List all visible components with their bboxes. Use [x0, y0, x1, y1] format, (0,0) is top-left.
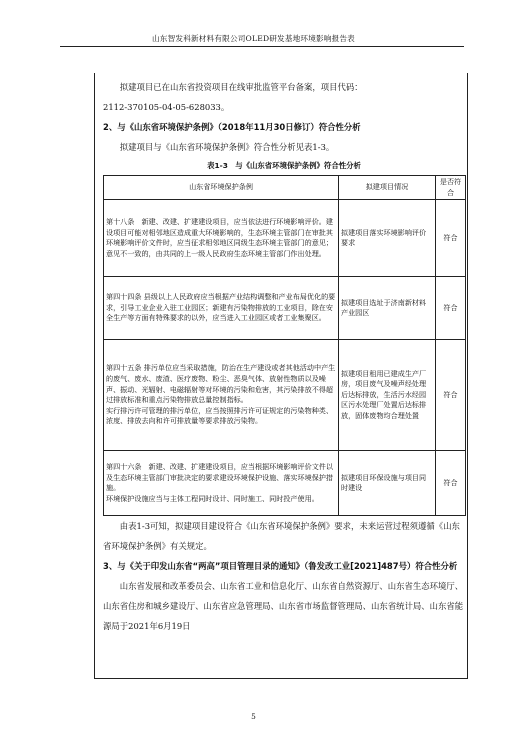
regulation-clause [104, 340, 339, 451]
regulation-clause [104, 451, 339, 516]
project-status: 拟建项目选址于济南新材料产业园区 [339, 277, 436, 340]
header-compliance: 是否符合 [436, 176, 466, 200]
page-number: 5 [251, 712, 256, 721]
section-heading-2: 2、与《山东省环境保护条例》（2018年11月30日修订）符合性分析 [103, 122, 361, 132]
clause-extra-text: 环境保护设施应当与主体工程同时设计、同时施工、同时投产使用。 [106, 493, 319, 503]
table-header-row [104, 176, 466, 200]
header-project-status: 拟建项目情况 [339, 176, 436, 200]
table-row [104, 451, 466, 516]
regulation-clause: 第十八条 新建、改建、扩建建设项目，应当依法进行环境影响评价。建设项目可能对相邻地区造成重大环境影响的，生态环境主管部门在审批其环境影响评价文件时，应当征求相邻地区同级生态环境主管部门的意见；意见不一致的，由共同的上一级人民政府生态环境主管部门作出处理。 [104, 200, 339, 277]
clause-text: 第四十五条 排污单位应当采取措施，防治在生产建设或者其他活动中产生的废气、废水、废渣、医疗废物、粉尘、恶臭气体、放射性物质以及噪声、振动、光辐射、电磁辐射等对环境的污染和危害，其污染排放不得超过排放标准和重点污染物排放总量控制指标。 [106, 363, 336, 405]
header-regulation: 山东省环境保护条例 [104, 176, 339, 200]
project-status: 拟建项目落实环境影响评价要求 [339, 200, 436, 277]
project-status: 拟建项目租用已建成生产厂房，项目废气及噪声经处理后达标排放，生活污水经园区污水处理厂处置后达标排放，固体废物均合理处置 [339, 340, 436, 451]
table-row [104, 340, 466, 451]
regulation-clause: 第四十四条 县级以上人民政府应当根据产业结构调整和产业布局优化的要求，引导工业企业入驻工业园区；新建有污染物排放的工业项目，除在安全生产等方面有特殊要求的以外，应当进入工业园区或者工业集聚区。 [104, 277, 339, 340]
clause-text: 第四十六条 新建、改建、扩建建设项目，应当根据环境影响评价文件以及生态环境主管部门审批决定的要求建设环境保护设施、落实环境保护措施。 [106, 462, 333, 493]
report-header-title: 山东智发科新材料有限公司OLED研发基地环境影响报告表 [152, 34, 355, 43]
compliance-result: 符合 [436, 277, 466, 340]
table-caption: 表1-3 与《山东省环境保护条例》符合性分析 [207, 161, 361, 170]
filing-paragraph: 拟建项目已在山东省投资项目在线审批监管平台备案，项目代码： [119, 82, 363, 92]
table-row [104, 200, 466, 277]
compliance-result: 符合 [436, 340, 466, 451]
project-code: 2112-370105-04-05-628033。 [103, 102, 230, 112]
header-divider [60, 46, 464, 47]
compliance-result: 符合 [436, 451, 466, 516]
policy-paragraph: 山东省发展和改革委员会、山东省工业和信息化厅、山东省自然资源厅、山东省生态环境厅、山东省住房和城乡建设厅、山东省应急管理局、山东省市场监督管理局、山东省统计局、山东省能源局于2021年6月19日 [103, 581, 464, 632]
section-heading-3: 3、与《关于印发山东省“两高”项目管理目录的通知》（鲁发改工业[2021]487号）符合性分析 [103, 561, 458, 572]
table-intro-paragraph: 拟建项目与《山东省环境保护条例》符合性分析见表1-3。 [119, 142, 335, 152]
conclusion-paragraph: 由表1-3可知，拟建项目建设符合《山东省环境保护条例》要求，未来运营过程须遵循《山东省环境保护条例》有关规定。 [103, 521, 460, 552]
compliance-table [103, 175, 466, 516]
project-status: 拟建项目环保设施与项目同时建设 [339, 451, 436, 516]
clause-extra-text: 实行排污许可管理的排污单位，应当按照排污许可证规定的污染物种类、浓度、排放去向和许可排放量等要求排放污染物。 [106, 405, 333, 426]
document-body [103, 77, 465, 636]
compliance-result: 符合 [436, 200, 466, 277]
table-row [104, 277, 466, 340]
